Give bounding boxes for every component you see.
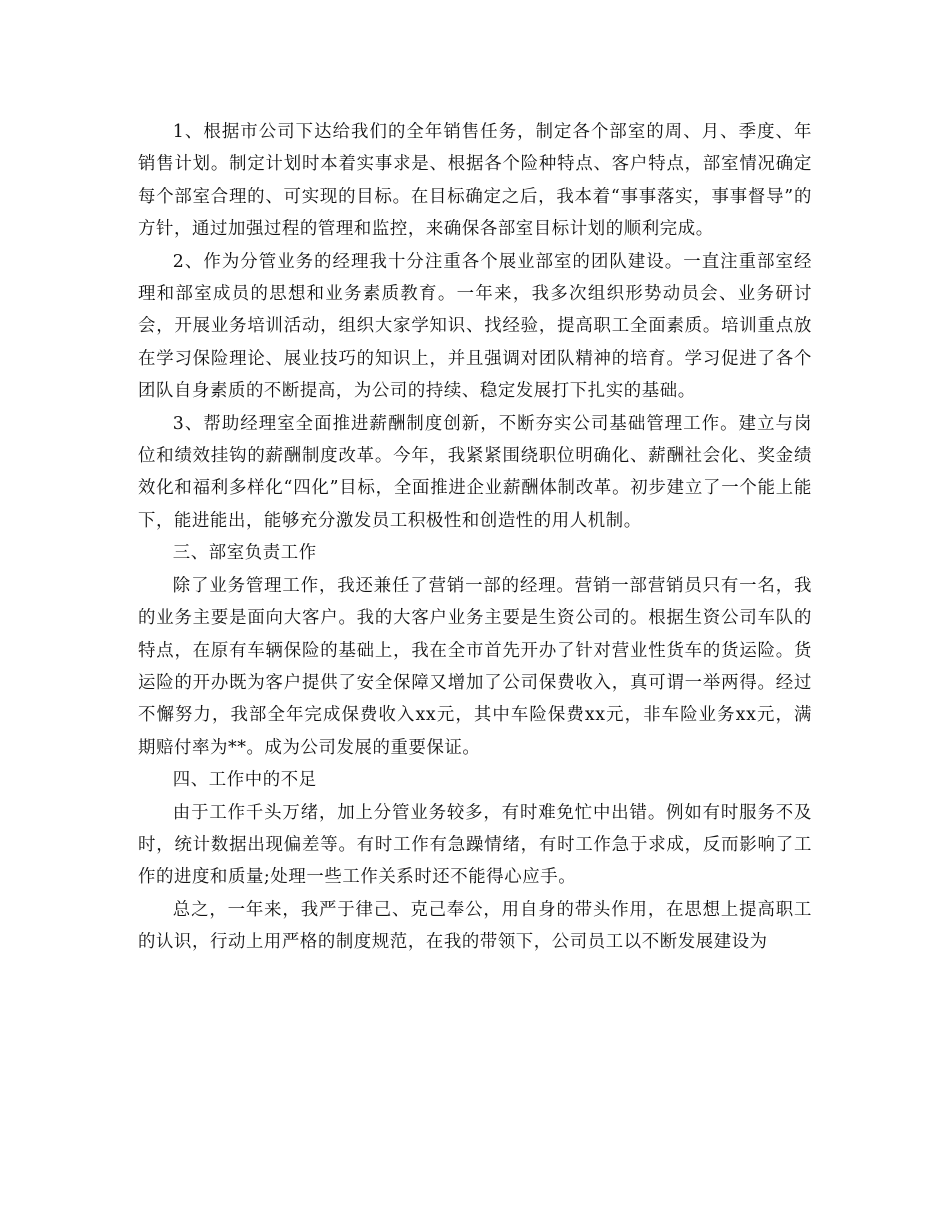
document-body: [138, 116, 812, 959]
section-heading-4: 四、工作中的不足: [172, 770, 317, 791]
section-heading-3: 三、部室负责工作: [172, 543, 317, 564]
paragraph-3: 3、帮助经理室全面推进薪酬制度创新，不断夯实公司基础管理工作。建立与岗位和绩效挂钩的薪酬制度改革。今年，我紧紧围绕职位明确化、薪酬社会化、奖金绩效化和福利多样化“四化”目标，全面推进企业薪酬体制改革。初步建立了一个能上能下，能进能出，能够充分激发员工积极性和创造性的用人机制。: [138, 413, 812, 531]
paragraph-2: 2、作为分管业务的经理我十分注重各个展业部室的团队建设。一直注重部室经理和部室成员的思想和业务素质教育。一年来，我多次组织形势动员会、业务研讨会，开展业务培训活动，组织大家学知识、找经验，提高职工全面素质。培训重点放在学习保险理论、展业技巧的知识上，并且强调对团队精神的培育。学习促进了各个团队自身素质的不断提高，为公司的持续、稳定发展打下扎实的基础。: [138, 251, 812, 402]
paragraph-6: 总之，一年来，我严于律己、克己奉公，用自身的带头作用，在思想上提高职工的认识，行动上用严格的制度规范，在我的带领下，公司员工以不断发展建设为: [138, 899, 812, 953]
paragraph-5: 由于工作千头万绪，加上分管业务较多，有时难免忙中出错。例如有时服务不及时，统计数据出现偏差等。有时工作有急躁情绪，有时工作急于求成，反而影响了工作的进度和质量;处理一些工作关系时还不能得心应手。: [138, 802, 812, 888]
paragraph-4: 除了业务管理工作，我还兼任了营销一部的经理。营销一部营销员只有一名，我的业务主要是面向大客户。我的大客户业务主要是生资公司的。根据生资公司车队的特点，在原有车辆保险的基础上，我在全市首先开办了针对营业性货车的货运险。货运险的开办既为客户提供了安全保障又增加了公司保费收入，真可谓一举两得。经过不懈努力，我部全年完成保费收入xx元，其中车险保费xx元，非车险业务xx元，满期赔付率为**。成为公司发展的重要保证。: [138, 575, 812, 758]
paragraph-1: 1、根据市公司下达给我们的全年销售任务，制定各个部室的周、月、季度、年销售计划。制定计划时本着实事求是、根据各个险种特点、客户特点，部室情况确定每个部室合理的、可实现的目标。在目标确定之后，我本着“事事落实，事事督导”的方针，通过加强过程的管理和监控，来确保各部室目标计划的顺利完成。: [138, 122, 812, 240]
